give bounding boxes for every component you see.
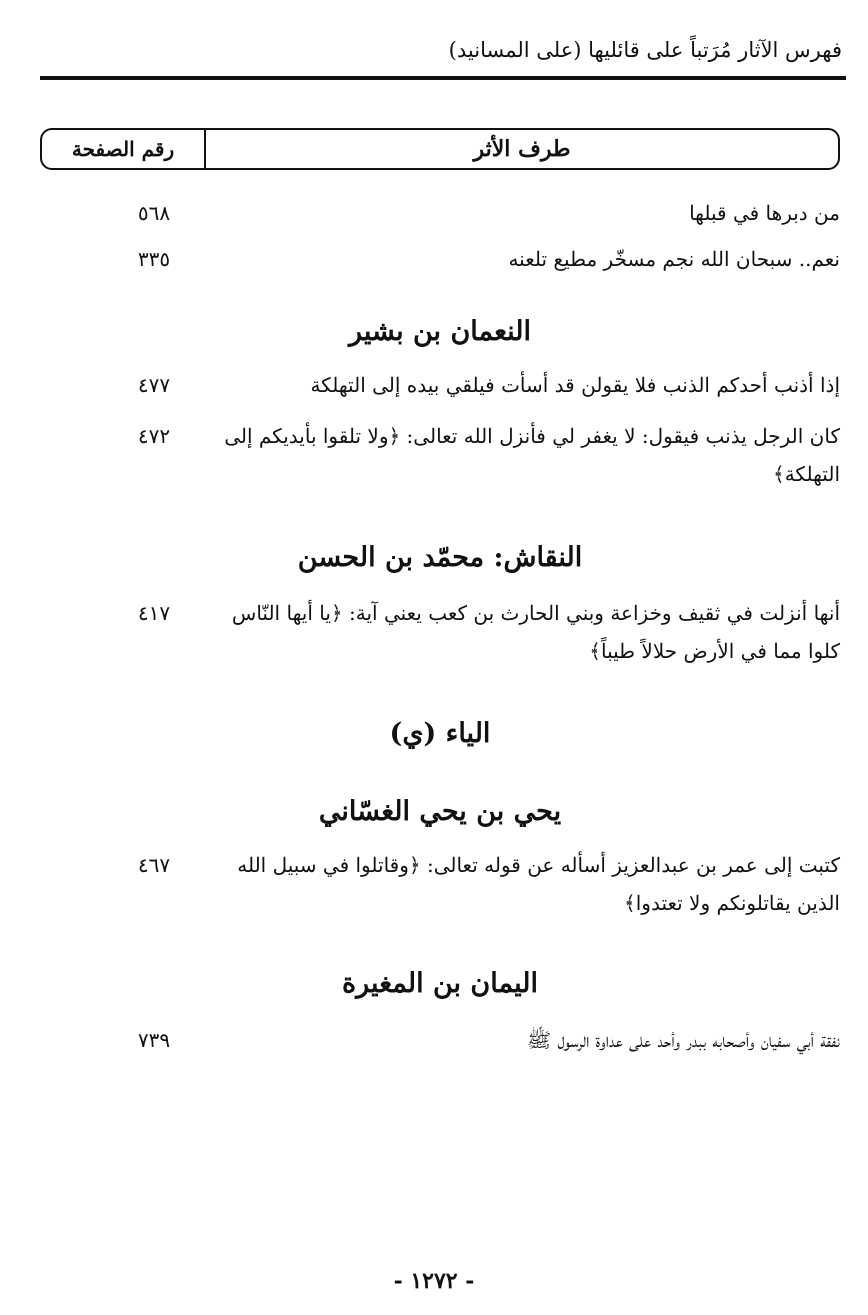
column-header-title: طرف الأثر: [473, 136, 571, 162]
index-entry: نعم.. سبحان الله نجم مسخّر مطيع تلعنه: [508, 247, 840, 271]
index-entry: إذا أذنب أحدكم الذنب فلا يقولن قد أسأت فيلقي بيده إلى التهلكة: [310, 373, 840, 397]
section-heading: يحي بن يحي الغسّاني: [318, 796, 562, 827]
section-heading: النعمان بن بشير: [348, 316, 532, 347]
index-entry: أنها أنزلت في ثقيف وخزاعة وبني الحارث بن كعب يعني آية: ﴿يا أيها النّاس كلوا مما في الأرض حلالاً طيباً﴾: [231, 601, 840, 663]
entry-page-number: ٤٧٢: [137, 424, 171, 448]
entry-page-number: ٤٦٧: [137, 853, 171, 877]
entry-page-number: ٤١٧: [137, 601, 171, 625]
index-entry: كتبت إلى عمر بن عبدالعزيز أسأله عن قوله تعالى: ﴿وقاتلوا في سبيل الله الذين يقاتلونكم ولا تعتدوا﴾: [237, 853, 840, 915]
entry-page-number: ٤٧٧: [137, 373, 171, 397]
section-heading: النقاش: محمّد بن الحسن: [297, 542, 583, 573]
entry-page-number: ٣٣٥: [137, 247, 171, 271]
running-title: فهرس الآثار مُرَتباً على قائليها (على المسانيد): [448, 38, 842, 62]
table-header: [40, 128, 840, 170]
index-entry: من دبرها في قبلها: [689, 201, 840, 225]
index-entry: نفقة أبي سفيان وأصحابه ببدر وأحد على عداوة الرسول ﷺ: [526, 1028, 840, 1052]
column-header-page: رقم الصفحة: [42, 130, 206, 168]
section-heading: اليمان بن المغيرة: [342, 968, 538, 999]
entry-page-number: ٧٣٩: [137, 1028, 171, 1052]
index-entry: كان الرجل يذنب فيقول: لا يغفر لي فأنزل الله تعالى: ﴿ولا تلقوا بأيديكم إلى التهلكة﴾: [224, 424, 840, 486]
folio-page-number: - ١٢٧٢ -: [393, 1268, 475, 1294]
section-heading: الياء (ي): [389, 718, 491, 749]
entry-page-number: ٥٦٨: [137, 201, 171, 225]
header-rule: [40, 76, 846, 80]
